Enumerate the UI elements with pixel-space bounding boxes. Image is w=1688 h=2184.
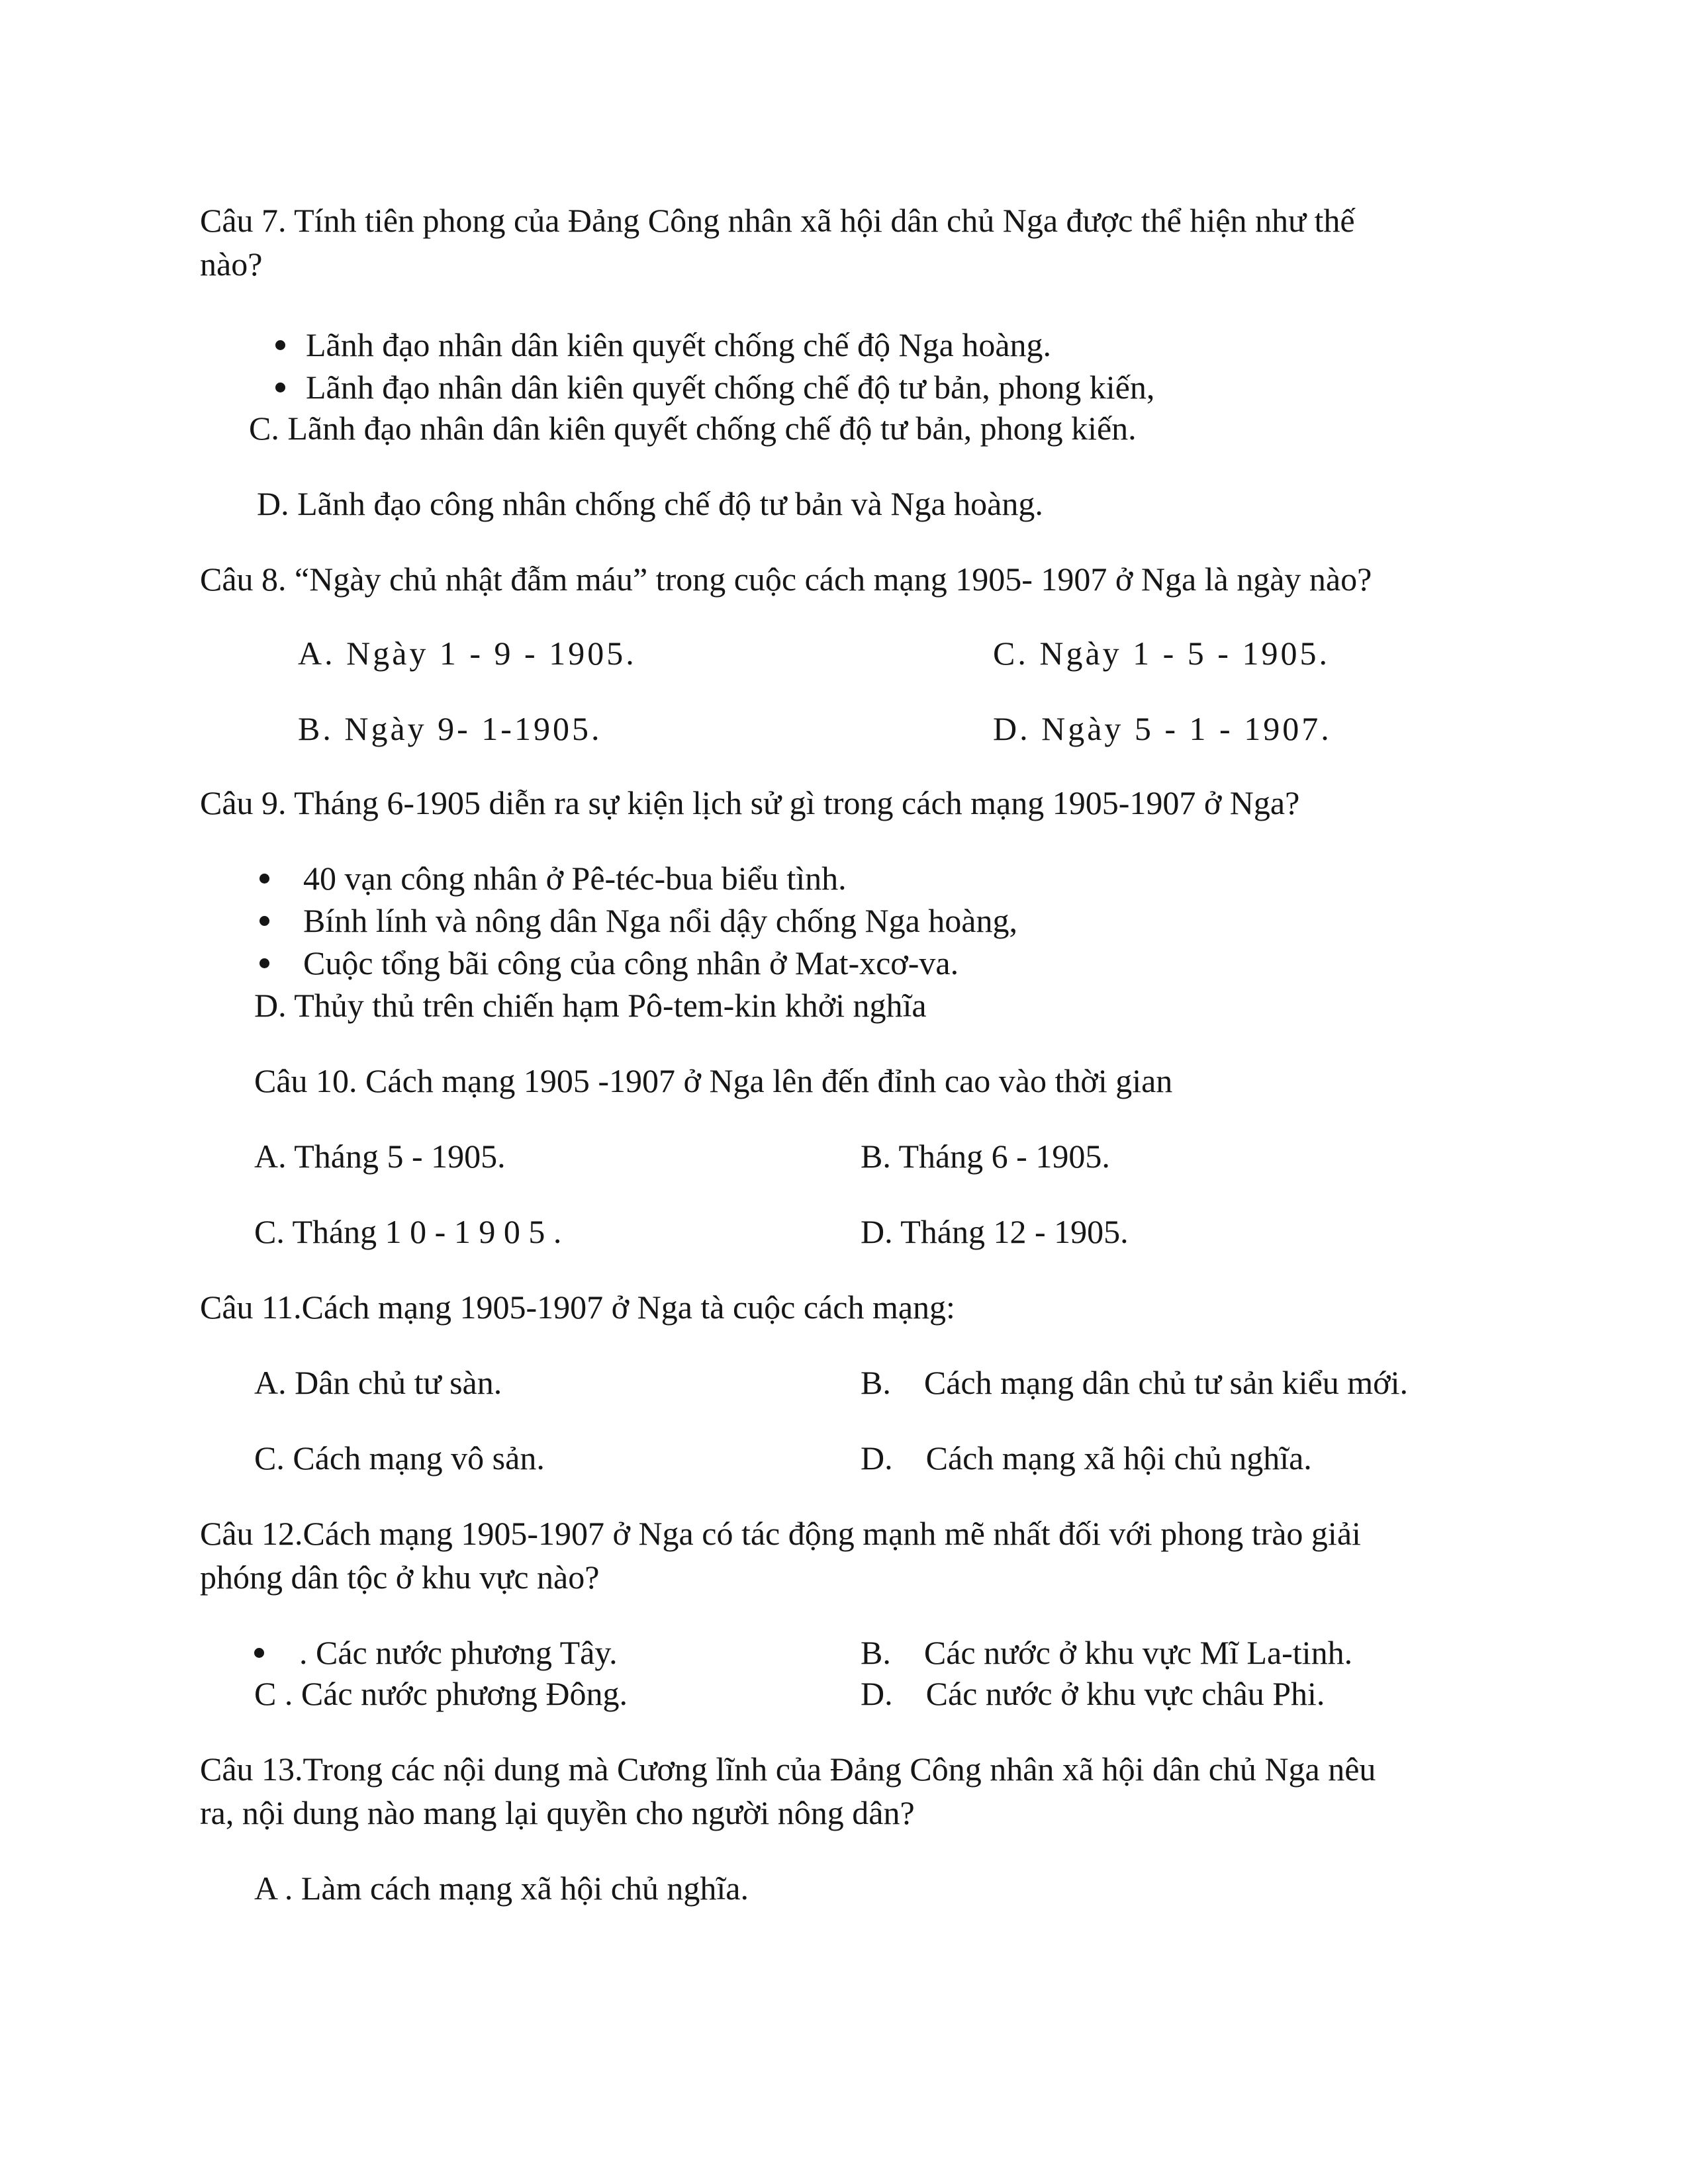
question-11-option: A. Dân chủ tư sàn. [254, 1364, 502, 1401]
question-9-option: D. Thủy thủ trên chiến hạm Pô-tem-kin khởi nghĩa [254, 987, 927, 1024]
bullet-icon [275, 383, 285, 392]
question-9: Câu 9. Tháng 6-1905 diễn ra sự kiện lịch sử gì trong cách mạng 1905-1907 ở Nga? [200, 784, 1300, 821]
bullet-icon [259, 874, 269, 884]
question-12-option: D. Các nước ở khu vực châu Phi. [861, 1675, 1325, 1712]
question-12-option: B. Các nước ở khu vực Mĩ La-tinh. [861, 1634, 1353, 1671]
question-7-line-2: nào? [200, 246, 263, 283]
question-8-option: A. Ngày 1 - 9 - 1905. [298, 635, 637, 672]
question-10-option: A. Tháng 5 - 1905. [254, 1138, 506, 1175]
question-8-option: C. Ngày 1 - 5 - 1905. [993, 635, 1330, 672]
question-9-option: 40 vạn công nhân ở Pê-téc-bua biểu tình. [303, 860, 847, 897]
question-13-option: A . Làm cách mạng xã hội chủ nghĩa. [254, 1870, 749, 1907]
question-9-option: Bính lính và nông dân Nga nổi dậy chống Nga hoàng, [303, 902, 1017, 939]
question-7-line-1: Câu 7. Tính tiên phong của Đảng Công nhân xã hội dân chủ Nga được thể hiện như thế [200, 202, 1355, 239]
question-10-option: B. Tháng 6 - 1905. [861, 1138, 1110, 1175]
question-10-option: D. Tháng 12 - 1905. [861, 1213, 1129, 1250]
question-7-option: D. Lãnh đạo công nhân chống chế độ tư bản và Nga hoàng. [257, 485, 1043, 522]
question-13-line-1: Câu 13.Trong các nội dung mà Cương lĩnh của Đảng Công nhân xã hội dân chủ Nga nêu [200, 1751, 1376, 1788]
bullet-icon [259, 916, 269, 926]
question-11-option: D. Cách mạng xã hội chủ nghĩa. [861, 1439, 1312, 1477]
question-11: Câu 11.Cách mạng 1905-1907 ở Nga tà cuộc cách mạng: [200, 1289, 955, 1326]
question-12-line-2: phóng dân tộc ở khu vực nào? [200, 1559, 600, 1596]
bullet-icon [254, 1648, 264, 1658]
question-10: Câu 10. Cách mạng 1905 -1907 ở Nga lên đến đỉnh cao vào thời gian [254, 1062, 1173, 1099]
question-8-option: B. Ngày 9- 1-1905. [298, 710, 602, 747]
bullet-icon [259, 958, 269, 968]
question-8: Câu 8. “Ngày chủ nhật đẫm máu” trong cuộc cách mạng 1905- 1907 ở Nga là ngày nào? [200, 561, 1372, 598]
bullet-icon [275, 340, 285, 350]
question-11-option: B. Cách mạng dân chủ tư sản kiểu mới. [861, 1364, 1409, 1401]
question-12-line-1: Câu 12.Cách mạng 1905-1907 ở Nga có tác động mạnh mẽ nhất đối với phong trào giải [200, 1515, 1361, 1552]
question-12-option: . Các nước phương Tây. [299, 1634, 618, 1671]
question-9-option: Cuộc tổng bãi công của công nhân ở Mat-xcơ-va. [303, 944, 959, 981]
question-7-option: Lãnh đạo nhân dân kiên quyết chống chế độ tư bản, phong kiến, [306, 369, 1155, 406]
question-13-line-2: ra, nội dung nào mang lại quyền cho người nông dân? [200, 1794, 915, 1831]
question-11-option: C. Cách mạng vô sản. [254, 1439, 545, 1477]
question-12-option: C . Các nước phương Đông. [254, 1675, 628, 1712]
question-10-option: C. Tháng 1 0 - 1 9 0 5 . [254, 1213, 562, 1250]
question-8-option: D. Ngày 5 - 1 - 1907. [993, 710, 1332, 747]
question-7-option: Lãnh đạo nhân dân kiên quyết chống chế độ Nga hoàng. [306, 326, 1052, 363]
question-7-option: C. Lãnh đạo nhân dân kiên quyết chống chế độ tư bản, phong kiến. [249, 410, 1137, 447]
